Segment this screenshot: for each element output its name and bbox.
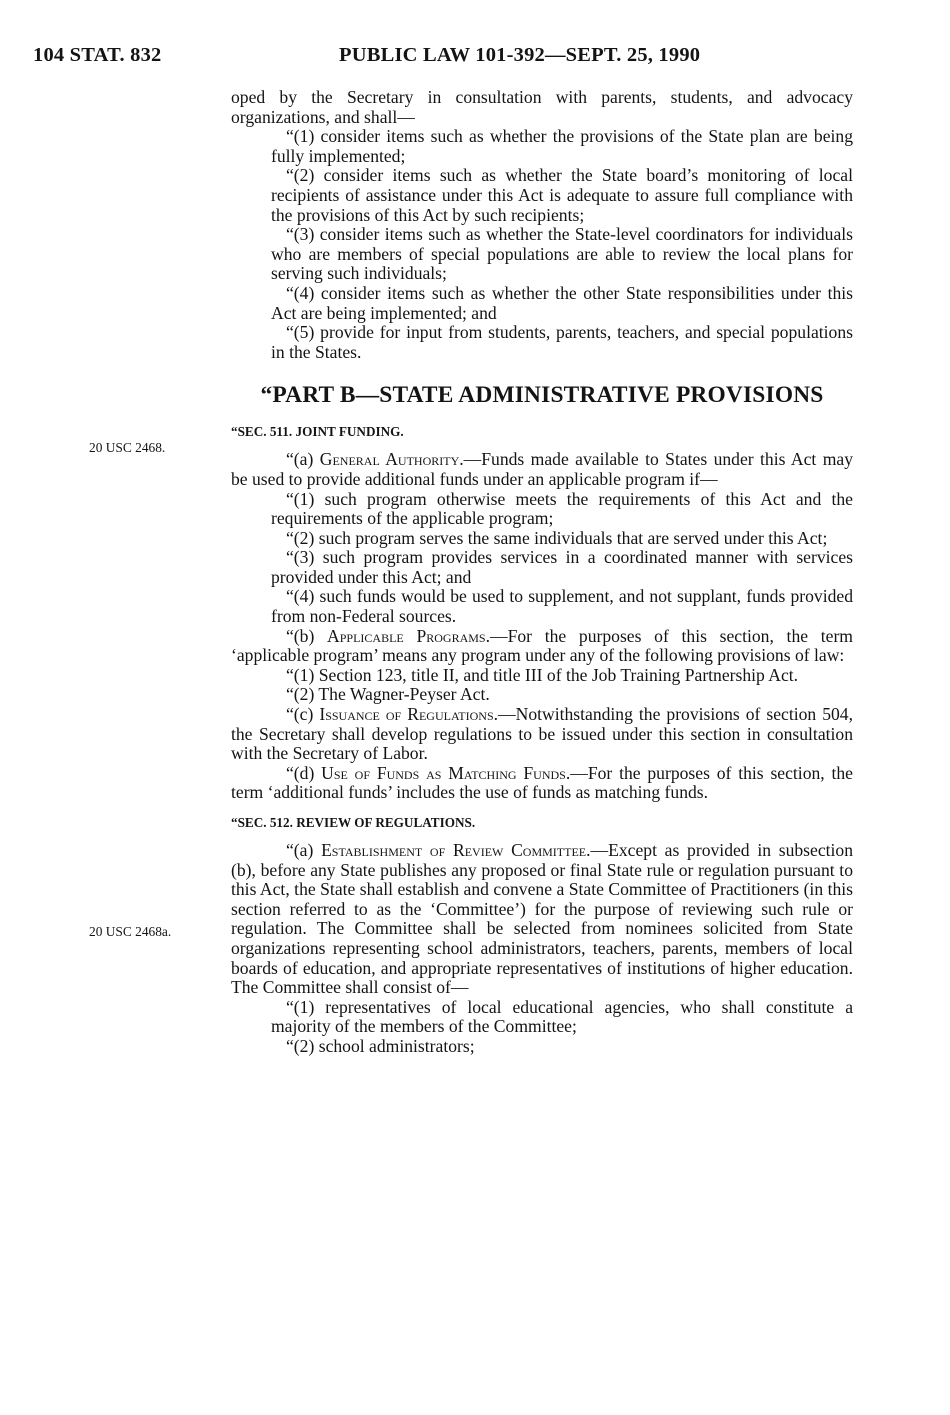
subsection-511-d: “(d) Use of Funds as Matching Funds.—For the purposes of this section, the term ‘additional funds’ includes the use of funds as matching funds. xyxy=(231,762,853,803)
subsection-caption: Applicable Programs xyxy=(327,625,486,646)
subsection-caption: Issuance of Regulations xyxy=(319,704,494,725)
page-stat-number: 104 STAT. 832 xyxy=(33,44,162,66)
sec511-b-item-1: “(1) Section 123, title II, and title III of the Job Training Partnership Act. xyxy=(286,664,799,685)
body-text xyxy=(231,88,853,1057)
subsection-caption: Use of Funds as Matching Funds xyxy=(321,762,566,783)
sec512-a-item-1: “(1) representatives of local educational agencies, who shall constitute a majority of the members of the Committee; xyxy=(271,996,853,1037)
continuation-paragraph: oped by the Secretary in consultation with parents, students, and advocacy organizations, and shall— xyxy=(231,87,853,127)
part-heading: “PART B—STATE ADMINISTRATIVE PROVISIONS xyxy=(260,382,824,409)
subsection-caption: General Authority xyxy=(319,449,460,470)
margin-note-sec511: 20 USC 2468. xyxy=(89,440,166,455)
intro-item-5: “(5) provide for input from students, parents, teachers, and special populations in the States. xyxy=(271,322,853,362)
sec511-a-item-1: “(1) such program otherwise meets the requirements of this Act and the requirements of the applicable program; xyxy=(271,488,853,529)
subsection-511-b: “(b) Applicable Programs.—For the purposes of this section, the term ‘applicable program’ means any program under any of the following provisions of law: xyxy=(231,625,853,666)
section-heading-511: “SEC. 511. JOINT FUNDING. xyxy=(231,424,404,440)
intro-item-2: “(2) consider items such as whether the State board’s monitoring of local recipients of assistance under this Act is adequate to assure full compliance with the provisions of this Act by such recipients; xyxy=(271,165,853,225)
sec512-a-item-2: “(2) school administrators; xyxy=(286,1035,475,1056)
subsection-caption: Establishment of Review Committee xyxy=(321,840,587,860)
intro-item-3: “(3) consider items such as whether the State-level coordinators for individuals who are members of special populations are able to review the local plans for serving such individuals; xyxy=(271,224,853,284)
margin-note-sec512: 20 USC 2468a. xyxy=(89,924,172,939)
subsection-512-a: “(a) Establishment of Review Committee.—Except as provided in subsection (b), before any State publishes any proposed or final State rule or regulation pursuant to this Act, the State shall establish and convene a State Committee of Practitioners (in this section referred to as the ‘Committee’) for the purpose of reviewing such rule or regulation. The Committee shall be selected from nominees solicited from State organizations representing school administrators, teachers, parents, members of local boards of education, and appropriate representatives of institutions of higher education. The Committee shall consist of— xyxy=(231,840,853,998)
running-head: PUBLIC LAW 101-392—SEPT. 25, 1990 xyxy=(339,44,701,66)
intro-item-4: “(4) consider items such as whether the other State responsibilities under this Act are being implemented; and xyxy=(271,282,853,323)
sec511-b-item-2: “(2) The Wagner-Peyser Act. xyxy=(286,684,490,705)
section-heading-512: “SEC. 512. REVIEW OF REGULATIONS. xyxy=(231,815,476,830)
sec511-a-item-3: “(3) such program provides services in a coordinated manner with services provided under this Act; and xyxy=(271,547,853,587)
subsection-511-a: “(a) General Authority.—Funds made available to States under this Act may be used to provide additional funds under an applicable program if— xyxy=(231,449,853,489)
sec511-a-item-2: “(2) such program serves the same individuals that are served under this Act; xyxy=(286,527,828,548)
intro-item-1: “(1) consider items such as whether the provisions of the State plan are being fully implemented; xyxy=(271,126,853,166)
sec511-a-item-4: “(4) such funds would be used to supplement, and not supplant, funds provided from non-Federal sources. xyxy=(271,586,853,627)
subsection-511-c: “(c) Issuance of Regulations.—Notwithstanding the provisions of section 504, the Secretary shall develop regulations to be issued under this section in consultation with the Secretary of Labor. xyxy=(231,704,853,764)
